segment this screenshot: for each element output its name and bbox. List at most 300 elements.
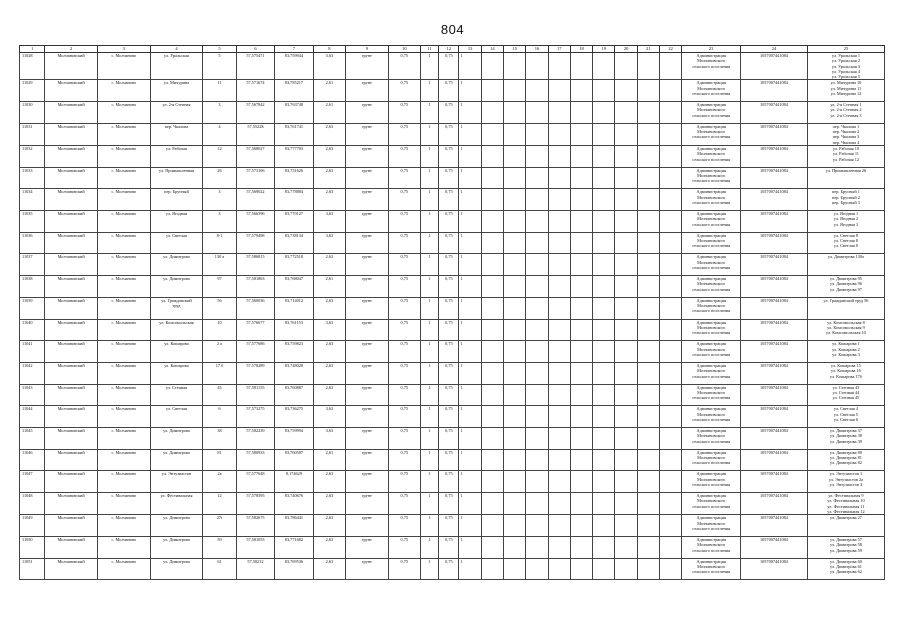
empty-cell — [570, 558, 592, 580]
settlement-cell: с. Молчаново — [97, 102, 150, 124]
ogrn-cell: 1057007441084 — [741, 297, 808, 319]
addresses-cell — [807, 297, 884, 319]
addresses-cell — [807, 146, 884, 168]
empty-cell — [481, 80, 503, 102]
addresses-cell — [807, 341, 884, 363]
col13-cell: 1 — [459, 406, 481, 428]
empty-cell — [637, 406, 659, 428]
address-line: ул. Димитрова 61 — [829, 563, 862, 569]
surface-cell: грунт — [346, 189, 389, 211]
table-row — [20, 427, 885, 449]
longitude-cell: 83,761153 — [275, 319, 313, 341]
ogrn-cell: 1057007441084 — [741, 319, 808, 341]
table-row — [20, 167, 885, 189]
empty-cell — [548, 493, 570, 515]
owner-line: Молчановского — [697, 194, 726, 200]
street-cell: ул. Промышленная — [150, 167, 203, 189]
registry-table — [19, 45, 885, 580]
col11-cell: 1 — [421, 427, 439, 449]
house-cell: 2а — [203, 471, 236, 493]
street-cell: ул. Кошарова — [150, 362, 203, 384]
empty-cell — [526, 102, 548, 124]
col10-cell: 0,75 — [388, 406, 420, 428]
empty-cell — [615, 211, 637, 233]
empty-cell — [615, 123, 637, 145]
empty-cell — [481, 102, 503, 124]
street-cell: ул. Димитрова — [150, 427, 203, 449]
col12-cell: 0,75 — [439, 276, 459, 298]
col8-cell: 2,63 — [313, 471, 345, 493]
empty-cell — [615, 146, 637, 168]
house-cell: 11 — [203, 80, 236, 102]
ogrn-cell: 1057007441084 — [741, 80, 808, 102]
ogrn-cell: 1057007441084 — [741, 276, 808, 298]
empty-cell — [504, 471, 526, 493]
address-line: ул. Димитрова 62 — [829, 569, 862, 575]
house-cell: 38 — [203, 427, 236, 449]
owner-line: сельского поселения — [692, 221, 731, 227]
owner-line: Молчановского — [697, 368, 726, 374]
settlement-cell: с. Молчаново — [97, 189, 150, 211]
empty-cell — [615, 515, 637, 537]
row-id-cell: 11050 — [20, 536, 45, 558]
empty-cell — [548, 276, 570, 298]
ogrn-cell: 1057007441084 — [741, 123, 808, 145]
longitude-cell: 83,770127 — [275, 211, 313, 233]
col13-cell: 1 — [459, 102, 481, 124]
col8-cell: 3,63 — [313, 53, 345, 80]
empty-cell — [660, 558, 682, 580]
surface-cell: грунт — [346, 341, 389, 363]
owner-line: Молчановского — [697, 454, 726, 460]
district-cell: Молчановский — [45, 536, 98, 558]
empty-cell — [548, 232, 570, 254]
empty-cell — [504, 515, 526, 537]
page-number: 804 — [440, 22, 465, 37]
street-line: труд — [172, 303, 181, 309]
col11-cell: 1 — [421, 232, 439, 254]
col12-cell: 0,75 — [439, 384, 459, 406]
surface-cell: грунт — [346, 319, 389, 341]
district-cell: Молчановский — [45, 515, 98, 537]
ogrn-cell: 1057007441084 — [741, 558, 808, 580]
house-cell: 61 — [203, 558, 236, 580]
empty-cell — [548, 167, 570, 189]
addresses-cell — [807, 232, 884, 254]
address-line: ул. Фестивальная 12 — [827, 508, 865, 514]
col13-cell: 1 — [459, 123, 481, 145]
empty-cell — [481, 254, 503, 276]
empty-cell — [548, 53, 570, 80]
owner-cell — [682, 449, 741, 471]
settlement-cell: с. Молчаново — [97, 276, 150, 298]
address-line: ул. Ягодная 2 — [833, 216, 859, 222]
owner-cell — [682, 471, 741, 493]
owner-line: Администрация — [696, 53, 726, 58]
table-row — [20, 146, 885, 168]
owner-line: Молчановского — [697, 107, 726, 113]
house-cell: 130 а — [203, 254, 236, 276]
empty-cell — [570, 515, 592, 537]
table-row — [20, 406, 885, 428]
col8-cell: 2,63 — [313, 493, 345, 515]
settlement-cell: с. Молчаново — [97, 254, 150, 276]
owner-cell — [682, 515, 741, 537]
header-cell: 17 — [548, 46, 570, 53]
empty-cell — [481, 319, 503, 341]
ogrn-cell: 1057007441084 — [741, 493, 808, 515]
empty-cell — [593, 232, 615, 254]
owner-line: сельского поселения — [692, 308, 731, 314]
address-line: ул. Димитрова 58 — [829, 542, 862, 548]
empty-cell — [526, 471, 548, 493]
owner-line: Молчановского — [697, 85, 726, 91]
street-cell: ул. Димитрова — [150, 449, 203, 471]
empty-cell — [593, 427, 615, 449]
owner-line: сельского поселения — [692, 525, 731, 531]
district-cell: Молчановский — [45, 276, 98, 298]
empty-cell — [615, 276, 637, 298]
settlement-cell: с. Молчаново — [97, 146, 150, 168]
col12-cell: 0,75 — [439, 189, 459, 211]
longitude-cell: 83,763748 — [275, 102, 313, 124]
owner-cell — [682, 362, 741, 384]
empty-cell — [593, 276, 615, 298]
empty-cell — [570, 406, 592, 428]
empty-cell — [526, 406, 548, 428]
empty-cell — [481, 123, 503, 145]
col8-cell: 2,63 — [313, 536, 345, 558]
empty-cell — [481, 406, 503, 428]
col8-cell: 2,63 — [313, 515, 345, 537]
addresses-cell — [807, 471, 884, 493]
header-cell: 2 — [45, 46, 98, 53]
empty-cell — [637, 362, 659, 384]
settlement-cell: с. Молчаново — [97, 167, 150, 189]
header-cell: 6 — [236, 46, 274, 53]
owner-cell — [682, 341, 741, 363]
district-cell: Молчановский — [45, 406, 98, 428]
owner-line: сельского поселения — [692, 265, 731, 271]
empty-cell — [570, 427, 592, 449]
house-cell: 5 — [203, 53, 236, 80]
table-row — [20, 53, 885, 80]
col8-cell: 2,61 — [313, 80, 345, 102]
table-row — [20, 123, 885, 145]
empty-cell — [593, 102, 615, 124]
row-id-cell: 11043 — [20, 384, 45, 406]
empty-cell — [615, 53, 637, 80]
header-cell: 8 — [313, 46, 345, 53]
row-id-cell: 11032 — [20, 146, 45, 168]
empty-cell — [660, 362, 682, 384]
empty-cell — [593, 362, 615, 384]
empty-cell — [504, 189, 526, 211]
header-cell: 12 — [439, 46, 459, 53]
header-cell: 20 — [615, 46, 637, 53]
empty-cell — [637, 189, 659, 211]
empty-cell — [526, 276, 548, 298]
settlement-cell: с. Молчаново — [97, 211, 150, 233]
owner-line: Администрация — [696, 80, 726, 86]
empty-cell — [660, 53, 682, 80]
longitude-cell: 83,759994 — [275, 427, 313, 449]
empty-cell — [526, 254, 548, 276]
owner-line: сельского поселения — [692, 351, 731, 357]
latitude-cell: 57,578595 — [236, 493, 274, 515]
house-cell: 3 — [203, 102, 236, 124]
owner-cell — [682, 319, 741, 341]
address-line: ул. Фестивальная 10 — [827, 498, 865, 504]
owner-line: сельского поселения — [692, 286, 731, 292]
table-row — [20, 189, 885, 211]
col13-cell: 1 — [459, 471, 481, 493]
settlement-cell: с. Молчаново — [97, 536, 150, 558]
owner-line: Администрация — [696, 319, 726, 325]
latitude-cell: 57,577648 — [236, 471, 274, 493]
owner-line: Администрация — [696, 254, 726, 260]
house-cell: 12 — [203, 146, 236, 168]
empty-cell — [481, 384, 503, 406]
district-cell: Молчановский — [45, 80, 98, 102]
empty-cell — [481, 493, 503, 515]
owner-line: Молчановского — [697, 542, 726, 548]
empty-cell — [593, 211, 615, 233]
surface-cell: грунт — [346, 515, 389, 537]
col12-cell: 0,75 — [439, 123, 459, 145]
col10-cell: 0,75 — [388, 493, 420, 515]
row-id-cell: 11041 — [20, 341, 45, 363]
empty-cell — [570, 123, 592, 145]
owner-cell — [682, 536, 741, 558]
header-cell: 23 — [682, 46, 741, 53]
longitude-cell: 83,786441 — [275, 515, 313, 537]
empty-cell — [637, 297, 659, 319]
latitude-cell: 57,575471 — [236, 53, 274, 80]
table-row — [20, 449, 885, 471]
empty-cell — [548, 341, 570, 363]
empty-cell — [570, 189, 592, 211]
ogrn-cell: 1057007441084 — [741, 384, 808, 406]
address-line: ул. Димитрова 27 — [829, 515, 862, 521]
surface-cell: грунт — [346, 232, 389, 254]
longitude-cell: 83,778884 — [275, 189, 313, 211]
header-cell: 24 — [741, 46, 808, 53]
col12-cell: 0,75 — [439, 471, 459, 493]
district-cell: Молчановский — [45, 167, 98, 189]
addresses-cell — [807, 384, 884, 406]
owner-line: Молчановского — [697, 129, 726, 135]
empty-cell — [504, 493, 526, 515]
address-line: ул. Мичурина 12 — [830, 91, 862, 97]
empty-cell — [570, 471, 592, 493]
latitude-cell: 57,581863 — [236, 276, 274, 298]
col12-cell: 0,75 — [439, 80, 459, 102]
surface-cell: грунт — [346, 102, 389, 124]
empty-cell — [504, 102, 526, 124]
settlement-cell: с. Молчаново — [97, 558, 150, 580]
empty-cell — [660, 189, 682, 211]
district-cell: Молчановский — [45, 123, 98, 145]
col11-cell: 1 — [421, 449, 439, 471]
col8-cell: 3,63 — [313, 232, 345, 254]
owner-line: Молчановского — [697, 476, 726, 482]
col13-cell: 1 — [459, 297, 481, 319]
street-cell: ул. Степная — [150, 384, 203, 406]
ogrn-cell: 1057007441084 — [741, 211, 808, 233]
empty-cell — [526, 319, 548, 341]
row-id-cell: 11045 — [20, 427, 45, 449]
col10-cell: 0,75 — [388, 146, 420, 168]
col8-cell: 2,63 — [313, 167, 345, 189]
owner-cell — [682, 297, 741, 319]
owner-line: Администрация — [696, 189, 726, 195]
empty-cell — [526, 146, 548, 168]
street-cell: ул. Димитрова — [150, 276, 203, 298]
longitude-cell: 83,760587 — [275, 449, 313, 471]
empty-cell — [660, 536, 682, 558]
header-cell: 19 — [593, 46, 615, 53]
owner-line: сельского поселения — [692, 460, 731, 466]
empty-cell — [660, 254, 682, 276]
empty-cell — [481, 146, 503, 168]
address-line: ул. 2-я Степная 3 — [830, 112, 862, 118]
col11-cell: 1 — [421, 406, 439, 428]
owner-line: сельского поселения — [692, 503, 731, 509]
empty-cell — [504, 123, 526, 145]
col10-cell: 0,75 — [388, 80, 420, 102]
empty-cell — [548, 384, 570, 406]
longitude-cell: 83,736275 — [275, 406, 313, 428]
longitude-cell: 83,769536 — [275, 558, 313, 580]
latitude-cell: 57,582239 — [236, 427, 274, 449]
col10-cell: 0,75 — [388, 254, 420, 276]
empty-cell — [526, 493, 548, 515]
addresses-cell — [807, 558, 884, 580]
header-cell: 7 — [275, 46, 313, 53]
address-line: пер. Чкалова 1 — [832, 123, 860, 129]
table-row — [20, 102, 885, 124]
empty-cell — [504, 276, 526, 298]
latitude-cell: 57,568027 — [236, 146, 274, 168]
col8-cell: 3,63 — [313, 211, 345, 233]
district-cell: Молчановский — [45, 427, 98, 449]
col11-cell: 1 — [421, 558, 439, 580]
col12-cell: 0,75 — [439, 427, 459, 449]
row-id-cell: 11040 — [20, 319, 45, 341]
empty-cell — [637, 493, 659, 515]
empty-cell — [660, 427, 682, 449]
col11-cell: 1 — [421, 493, 439, 515]
col10-cell: 0,75 — [388, 362, 420, 384]
empty-cell — [570, 341, 592, 363]
district-cell: Молчановский — [45, 232, 98, 254]
col13-cell: 1 — [459, 189, 481, 211]
owner-cell — [682, 406, 741, 428]
district-cell: Молчановский — [45, 146, 98, 168]
header-cell: 5 — [203, 46, 236, 53]
col10-cell: 0,75 — [388, 341, 420, 363]
street-cell: ул. Димитрова — [150, 254, 203, 276]
col12-cell: 0,75 — [439, 449, 459, 471]
surface-cell: грунт — [346, 211, 389, 233]
owner-line: Администрация — [696, 146, 726, 152]
col11-cell: 1 — [421, 362, 439, 384]
address-line: ул. Светлая 5 — [833, 411, 858, 417]
latitude-cell: 57,579498 — [236, 232, 274, 254]
empty-cell — [548, 297, 570, 319]
owner-line: Администрация — [696, 276, 726, 282]
col11-cell: 1 — [421, 536, 439, 558]
col8-cell: 2,63 — [313, 341, 345, 363]
empty-cell — [548, 123, 570, 145]
empty-cell — [570, 232, 592, 254]
address-line: ул. Комсомольская 8 — [827, 319, 865, 325]
col13-cell: 1 — [459, 427, 481, 449]
header-cell: 11 — [421, 46, 439, 53]
empty-cell — [548, 254, 570, 276]
empty-cell — [637, 102, 659, 124]
empty-cell — [548, 319, 570, 341]
address-line: ул. Димитрова 57 — [829, 536, 862, 542]
col12-cell: 0,75 — [439, 167, 459, 189]
empty-cell — [615, 80, 637, 102]
ogrn-cell: 1057007441084 — [741, 189, 808, 211]
row-id-cell: 11029 — [20, 80, 45, 102]
empty-cell — [548, 558, 570, 580]
table-row — [20, 493, 885, 515]
empty-cell — [637, 254, 659, 276]
empty-cell — [570, 80, 592, 102]
empty-cell — [637, 471, 659, 493]
col11-cell: 1 — [421, 123, 439, 145]
table-row — [20, 341, 885, 363]
address-line: ул. 2-я Степная 2 — [830, 107, 862, 113]
row-id-cell: 11031 — [20, 123, 45, 145]
address-line: ул. Энтузиастов 3 — [829, 481, 863, 487]
addresses-cell — [807, 53, 884, 80]
address-line: ул. Уральская 1 — [831, 53, 861, 58]
address-line: ул. Ягодная 3 — [833, 221, 859, 227]
row-id-cell: 11036 — [20, 232, 45, 254]
table-row — [20, 211, 885, 233]
col11-cell: 1 — [421, 211, 439, 233]
addresses-cell — [807, 427, 884, 449]
header-row — [20, 46, 885, 53]
address-line: ул. Димитрова 38 — [829, 433, 862, 439]
address-line: пер. Чкалова 2 — [832, 129, 860, 135]
street-cell: ул. Уральская — [150, 53, 203, 80]
house-cell: 26 — [203, 167, 236, 189]
col10-cell: 0,75 — [388, 471, 420, 493]
empty-cell — [548, 211, 570, 233]
col8-cell: 3,63 — [313, 319, 345, 341]
street-cell: ул. Светлая — [150, 232, 203, 254]
addresses-cell — [807, 123, 884, 145]
col8-cell: 3,63 — [313, 427, 345, 449]
latitude-cell: 57,58212 — [236, 558, 274, 580]
empty-cell — [504, 384, 526, 406]
empty-cell — [660, 276, 682, 298]
col10-cell: 0,75 — [388, 123, 420, 145]
settlement-cell: с. Молчаново — [97, 493, 150, 515]
latitude-cell: 57,569022 — [236, 189, 274, 211]
empty-cell — [593, 297, 615, 319]
street-cell: пер. Брусный — [150, 189, 203, 211]
owner-line: Молчановского — [697, 563, 726, 569]
address-line: ул. Димитрова 82 — [829, 460, 862, 466]
settlement-cell: с. Молчаново — [97, 427, 150, 449]
